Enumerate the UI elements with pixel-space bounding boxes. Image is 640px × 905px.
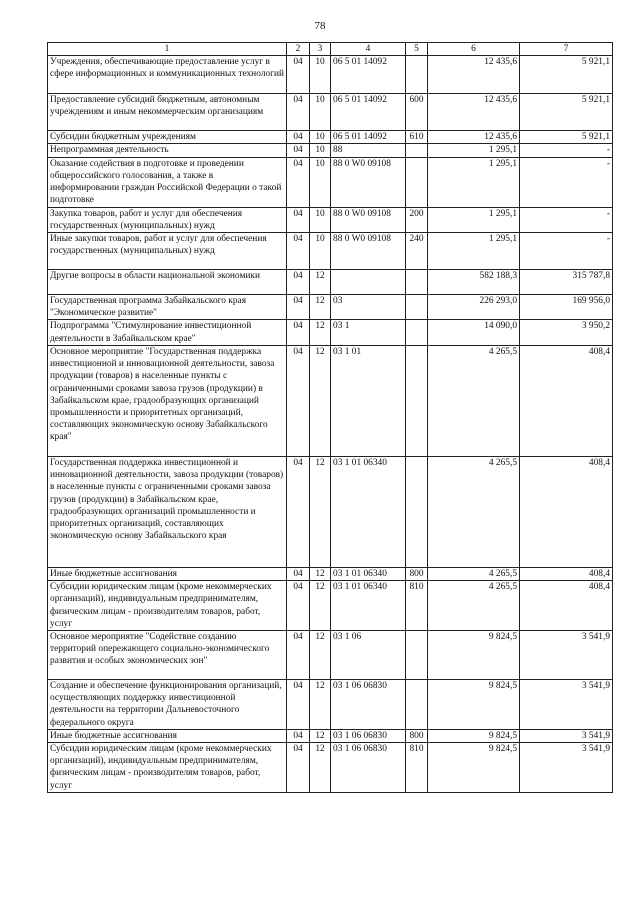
row-expense-type <box>406 56 428 94</box>
budget-table <box>47 42 613 793</box>
row-target-article: 03 1 01 06340 <box>331 456 406 567</box>
row-amount-2: 169 956,0 <box>520 294 613 319</box>
row-amount-2: 5 921,1 <box>520 94 613 131</box>
row-expense-type: 810 <box>406 581 428 631</box>
header-cell: 2 <box>287 43 310 56</box>
row-expense-type <box>406 630 428 679</box>
table-row <box>48 567 613 580</box>
row-amount-2: - <box>520 157 613 207</box>
table-row <box>48 294 613 319</box>
row-name: Государственная программа Забайкальского края "Экономическое развитие" <box>48 294 287 319</box>
row-amount-2: 408,4 <box>520 456 613 567</box>
row-expense-type: 200 <box>406 207 428 232</box>
row-expense-type <box>406 144 428 157</box>
row-subsection: 12 <box>310 345 331 456</box>
row-target-article: 06 5 01 14092 <box>331 94 406 131</box>
table-row <box>48 131 613 144</box>
row-subsection: 12 <box>310 729 331 742</box>
row-amount-1: 1 295,1 <box>428 207 520 232</box>
row-target-article: 03 1 01 <box>331 345 406 456</box>
row-amount-2: - <box>520 207 613 232</box>
row-expense-type <box>406 679 428 729</box>
row-subsection: 12 <box>310 294 331 319</box>
row-target-article: 03 <box>331 294 406 319</box>
row-expense-type: 610 <box>406 131 428 144</box>
row-section: 04 <box>287 743 310 793</box>
row-amount-2: 408,4 <box>520 345 613 456</box>
row-expense-type <box>406 456 428 567</box>
row-subsection: 10 <box>310 207 331 232</box>
row-expense-type: 600 <box>406 94 428 131</box>
row-amount-1: 9 824,5 <box>428 743 520 793</box>
row-amount-1: 12 435,6 <box>428 131 520 144</box>
row-section: 04 <box>287 94 310 131</box>
row-amount-2: 5 921,1 <box>520 56 613 94</box>
row-subsection: 12 <box>310 456 331 567</box>
row-amount-2: - <box>520 144 613 157</box>
header-cell: 1 <box>48 43 287 56</box>
table-row <box>48 56 613 94</box>
row-section: 04 <box>287 456 310 567</box>
row-amount-1: 4 265,5 <box>428 345 520 456</box>
row-section: 04 <box>287 320 310 345</box>
row-target-article: 06 5 01 14092 <box>331 131 406 144</box>
row-expense-type <box>406 294 428 319</box>
row-amount-1: 9 824,5 <box>428 729 520 742</box>
row-target-article: 03 1 06 <box>331 630 406 679</box>
row-target-article: 03 1 <box>331 320 406 345</box>
row-section: 04 <box>287 269 310 294</box>
row-name: Другие вопросы в области национальной экономики <box>48 269 287 294</box>
table-row <box>48 320 613 345</box>
header-cell: 7 <box>520 43 613 56</box>
row-name: Иные бюджетные ассигнования <box>48 729 287 742</box>
row-name: Основное мероприятие "Содействие созданию территорий опережающего социально-экономического развития и особых экономических зон" <box>48 630 287 679</box>
table-row <box>48 144 613 157</box>
header-cell: 4 <box>331 43 406 56</box>
row-subsection: 10 <box>310 56 331 94</box>
row-expense-type <box>406 345 428 456</box>
row-amount-2: 3 950,2 <box>520 320 613 345</box>
row-section: 04 <box>287 630 310 679</box>
header-cell: 6 <box>428 43 520 56</box>
row-subsection: 10 <box>310 232 331 269</box>
row-target-article <box>331 269 406 294</box>
row-name: Непрограммная деятельность <box>48 144 287 157</box>
row-expense-type: 800 <box>406 567 428 580</box>
row-name: Учреждения, обеспечивающие предоставление услуг в сфере информационных и коммуникационных технологий <box>48 56 287 94</box>
row-amount-2: 3 541,9 <box>520 729 613 742</box>
row-section: 04 <box>287 207 310 232</box>
table-row <box>48 345 613 456</box>
row-target-article: 88 <box>331 144 406 157</box>
row-expense-type <box>406 320 428 345</box>
row-expense-type <box>406 157 428 207</box>
row-subsection: 12 <box>310 679 331 729</box>
row-section: 04 <box>287 294 310 319</box>
row-section: 04 <box>287 581 310 631</box>
row-subsection: 12 <box>310 581 331 631</box>
row-section: 04 <box>287 56 310 94</box>
row-target-article: 03 1 01 06340 <box>331 581 406 631</box>
row-amount-1: 1 295,1 <box>428 157 520 207</box>
table-row <box>48 456 613 567</box>
row-amount-1: 4 265,5 <box>428 456 520 567</box>
row-target-article: 88 0 W0 09108 <box>331 207 406 232</box>
row-expense-type <box>406 269 428 294</box>
header-cell: 5 <box>406 43 428 56</box>
row-amount-2: - <box>520 232 613 269</box>
row-expense-type: 800 <box>406 729 428 742</box>
row-target-article: 06 5 01 14092 <box>331 56 406 94</box>
row-name: Оказание содействия в подготовке и проведении общероссийского голосования, а также в информировании граждан Российской Федерации о такой подготовке <box>48 157 287 207</box>
row-amount-1: 9 824,5 <box>428 679 520 729</box>
header-cell: 3 <box>310 43 331 56</box>
table-row <box>48 630 613 679</box>
row-name: Создание и обеспечение функционирования организаций, осуществляющих поддержку инвестиционной деятельности на территории Дальневосточного федерального округа <box>48 679 287 729</box>
row-amount-2: 315 787,8 <box>520 269 613 294</box>
row-section: 04 <box>287 345 310 456</box>
row-section: 04 <box>287 144 310 157</box>
row-amount-1: 12 435,6 <box>428 56 520 94</box>
row-name: Государственная поддержка инвестиционной и инновационной деятельности, завоза продукции (товаров) в населенные пункты с ограниченными сроками завоза грузов (продукции) в Забайкальском крае, градообразующих организаций промышленности и приоритетных организаций, составляющих экономическую основу Забайкальского края <box>48 456 287 567</box>
row-amount-1: 4 265,5 <box>428 581 520 631</box>
table-row <box>48 207 613 232</box>
row-amount-2: 3 541,9 <box>520 679 613 729</box>
row-amount-1: 4 265,5 <box>428 567 520 580</box>
row-expense-type: 810 <box>406 743 428 793</box>
row-section: 04 <box>287 729 310 742</box>
row-subsection: 10 <box>310 131 331 144</box>
row-amount-2: 3 541,9 <box>520 630 613 679</box>
row-subsection: 10 <box>310 94 331 131</box>
row-target-article: 03 1 06 06830 <box>331 679 406 729</box>
row-target-article: 03 1 01 06340 <box>331 567 406 580</box>
row-amount-1: 9 824,5 <box>428 630 520 679</box>
table-row <box>48 232 613 269</box>
row-name: Основное мероприятие "Государственная поддержка инвестиционной и инновационной деятельности, завоза продукции (товаров) в населенные пункты с ограниченными сроками завоза грузов (продукции) в Забайкальском крае, градообразующих организаций промышленности и приоритетных организаций, составляющих экономическую основу Забайкальского края" <box>48 345 287 456</box>
row-target-article: 03 1 06 06830 <box>331 743 406 793</box>
row-amount-1: 226 293,0 <box>428 294 520 319</box>
row-amount-1: 582 188,3 <box>428 269 520 294</box>
row-name: Иные бюджетные ассигнования <box>48 567 287 580</box>
row-subsection: 10 <box>310 144 331 157</box>
row-section: 04 <box>287 232 310 269</box>
row-section: 04 <box>287 157 310 207</box>
table-row <box>48 94 613 131</box>
row-target-article: 88 0 W0 09108 <box>331 157 406 207</box>
row-name: Субсидии бюджетным учреждениям <box>48 131 287 144</box>
row-section: 04 <box>287 131 310 144</box>
row-amount-1: 1 295,1 <box>428 144 520 157</box>
row-amount-2: 408,4 <box>520 581 613 631</box>
row-amount-2: 408,4 <box>520 567 613 580</box>
row-expense-type: 240 <box>406 232 428 269</box>
row-section: 04 <box>287 679 310 729</box>
row-amount-1: 1 295,1 <box>428 232 520 269</box>
row-name: Закупка товаров, работ и услуг для обеспечения государственных (муниципальных) нужд <box>48 207 287 232</box>
row-target-article: 88 0 W0 09108 <box>331 232 406 269</box>
row-amount-2: 3 541,9 <box>520 743 613 793</box>
row-name: Иные закупки товаров, работ и услуг для обеспечения государственных (муниципальных) нужд <box>48 232 287 269</box>
row-subsection: 12 <box>310 743 331 793</box>
row-subsection: 12 <box>310 269 331 294</box>
row-amount-1: 12 435,6 <box>428 94 520 131</box>
table-row <box>48 743 613 793</box>
row-amount-2: 5 921,1 <box>520 131 613 144</box>
row-target-article: 03 1 06 06830 <box>331 729 406 742</box>
table-row <box>48 729 613 742</box>
row-section: 04 <box>287 567 310 580</box>
table-row <box>48 581 613 631</box>
page-number: 78 <box>314 20 326 32</box>
row-subsection: 10 <box>310 157 331 207</box>
row-name: Субсидии юридическим лицам (кроме некоммерческих организаций), индивидуальным предпринимателям, физическим лицам - производителям товаров, работ, услуг <box>48 743 287 793</box>
table-row <box>48 679 613 729</box>
row-subsection: 12 <box>310 567 331 580</box>
row-subsection: 12 <box>310 630 331 679</box>
row-name: Субсидии юридическим лицам (кроме некоммерческих организаций), индивидуальным предпринимателям, физическим лицам - производителям товаров, работ, услуг <box>48 581 287 631</box>
table-row <box>48 157 613 207</box>
row-amount-1: 14 090,0 <box>428 320 520 345</box>
row-subsection: 12 <box>310 320 331 345</box>
row-name: Подпрограмма "Стимулирование инвестиционной деятельности в Забайкальском крае" <box>48 320 287 345</box>
table-row <box>48 269 613 294</box>
table-header <box>48 43 613 56</box>
row-name: Предоставление субсидий бюджетным, автономным учреждениям и иным некоммерческим организациям <box>48 94 287 131</box>
